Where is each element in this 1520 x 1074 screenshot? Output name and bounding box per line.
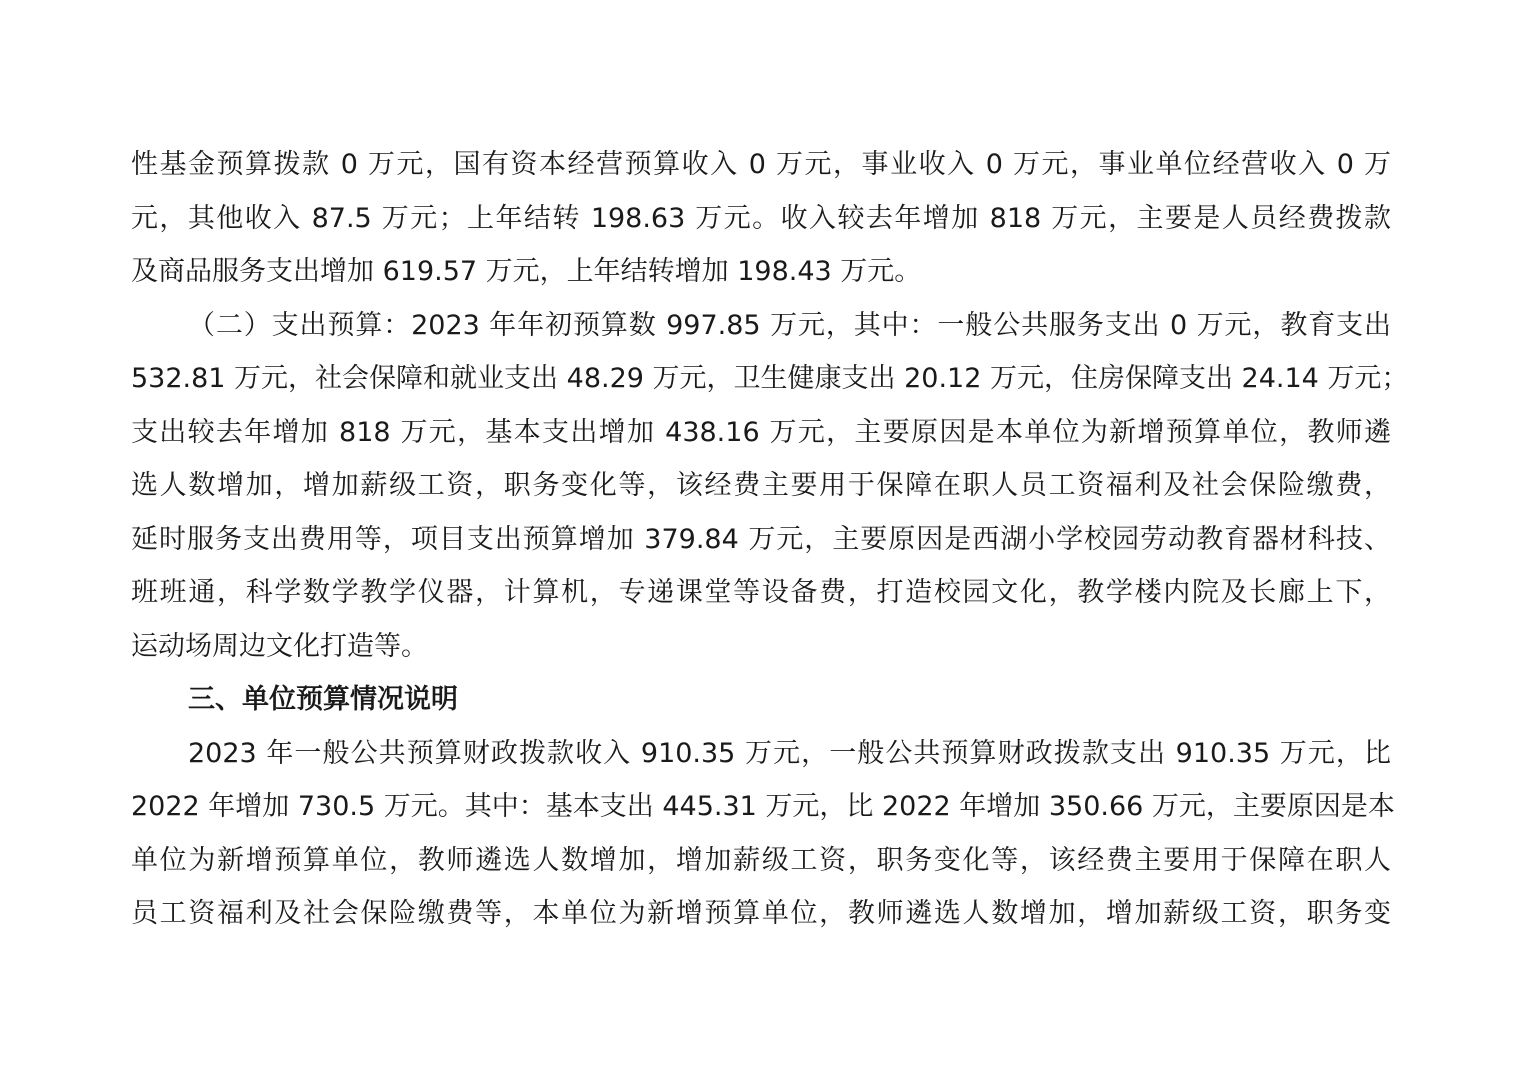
paragraph-income-continued (131, 138, 1391, 299)
text-line: 班班通，科学数学教学仪器，计算机，专递课堂等设备费，打造校园文化，教学楼内院及长廊上下， (131, 577, 1391, 608)
paragraph-unit-budget (131, 727, 1395, 941)
section-heading (131, 673, 1391, 727)
document-body (131, 138, 1409, 941)
text-line: 员工资福利及社会保险缴费等，本单位为新增预算单位，教师遴选人数增加，增加薪级工资，职务变 (131, 898, 1391, 929)
text-line: 2023 年一般公共预算财政拨款收入 910.35 万元，一般公共预算财政拨款支出 910.35 万元，比 (188, 737, 1391, 769)
text-line: 532.81 万元，社会保障和就业支出 48.29 万元，卫生健康支出 20.12 万元，住房保障支出 24.14 万元； (131, 363, 1409, 394)
text-line: （二）支出预算：2023 年年初预算数 997.85 万元，其中：一般公共服务支出 0 万元，教育支出 (188, 309, 1391, 341)
text-line: 单位为新增预算单位，教师遴选人数增加，增加薪级工资，职务变化等，该经费主要用于保障在职人 (131, 844, 1391, 876)
paragraph-expenditure-budget (131, 299, 1409, 674)
text-line: 运动场周边文化打造等。 (131, 630, 428, 662)
text-line: 及商品服务支出增加 619.57 万元，上年结转增加 198.43 万元。 (131, 256, 922, 287)
text-line: 元，其他收入 87.5 万元；上年结转 198.63 万元。收入较去年增加 818 万元，主要是人员经费拨款 (131, 202, 1391, 234)
text-line: 延时服务支出费用等，项目支出预算增加 379.84 万元，主要原因是西湖小学校园劳动教育器材科技、 (131, 523, 1391, 555)
text-line: 支出较去年增加 818 万元，基本支出增加 438.16 万元，主要原因是本单位为新增预算单位，教师遴 (131, 416, 1391, 448)
section-three-heading: 三、单位预算情况说明 (188, 684, 458, 715)
text-line: 性基金预算拨款 0 万元，国有资本经营预算收入 0 万元，事业收入 0 万元，事业单位经营收入 0 万 (131, 149, 1391, 180)
text-line: 2022 年增加 730.5 万元。其中：基本支出 445.31 万元，比 2022 年增加 350.66 万元，主要原因是本 (131, 791, 1395, 822)
text-line: 选人数增加，增加薪级工资，职务变化等，该经费主要用于保障在职人员工资福利及社会保险缴费， (131, 470, 1391, 501)
